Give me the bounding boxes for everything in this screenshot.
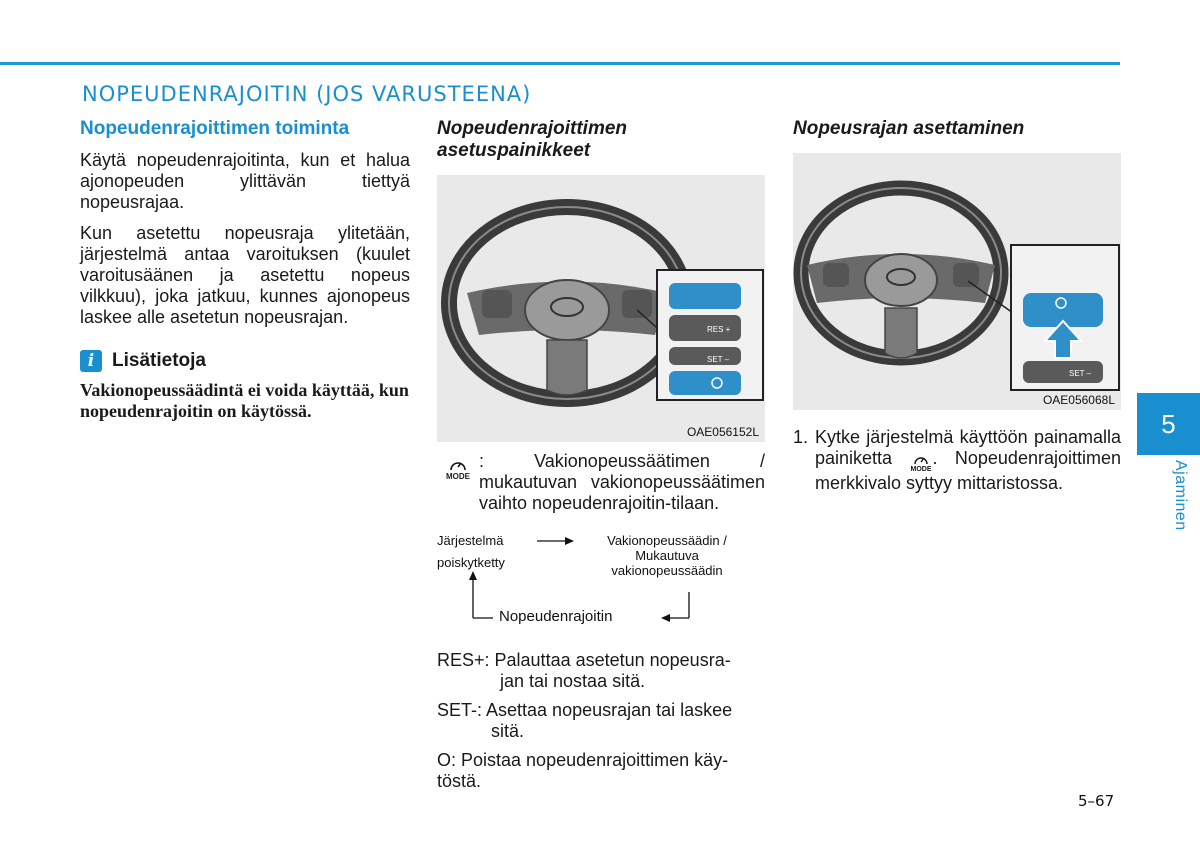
mode-description: : Vakionopeussäätimen / mukautuvan vakionopeussäätimen vaihto nopeudenrajoitin-tilaan. (479, 451, 765, 513)
def-o (437, 750, 765, 792)
def-set-line1: SET-: Asettaa nopeusrajan tai laskee (437, 700, 733, 720)
mode-cycle-diagram (437, 532, 765, 638)
figure-code: OAE056152L (686, 425, 759, 439)
page-number: 5–67 (1078, 792, 1115, 810)
def-o-line2: töstä. (437, 771, 482, 791)
info-text: Vakionopeussäädintä ei voida käyttää, kun nopeudenrajoitin on käytössä. (80, 380, 409, 421)
def-res-line2: jan tai nostaa sitä. (500, 671, 646, 691)
steering-wheel-illustration (437, 175, 765, 442)
def-set (437, 700, 765, 742)
chapter-name: Ajaminen (1172, 460, 1189, 531)
info-label: Lisätietoja (112, 350, 206, 371)
heading-buttons: Nopeudenrajoittimen asetuspainikkeet (437, 118, 628, 161)
step-number: 1. (793, 427, 809, 447)
heading-operation: Nopeudenrajoittimen toiminta (80, 118, 350, 139)
state-off-line1: Järjestelmä (437, 533, 504, 548)
figure-code-2: OAE056068L (1042, 393, 1115, 407)
top-rule (0, 62, 1120, 65)
state-limiter: Nopeudenrajoitin (499, 608, 613, 625)
button-definitions (437, 650, 765, 792)
heading-setting: Nopeusrajan asettaminen (793, 118, 1025, 139)
mode-speedometer-icon (437, 451, 479, 514)
set-button-label-2: SET – (1069, 369, 1092, 378)
step-text-before: Kytke järjestelmä käyttöön painamalla painiketta (815, 427, 1121, 468)
set-button-label: SET – (707, 355, 730, 364)
info-icon: i (80, 350, 102, 372)
steering-wheel-figure-setting (793, 153, 1121, 410)
step-text-after: . Nopeudenrajoittimen merkkivalo syttyy mittaristossa. (815, 448, 1121, 493)
paragraph-1: Käytä nopeudenrajoitinta, kun et halua ajonopeuden ylittävän tiettyä nopeusrajaa. (80, 150, 410, 212)
mode-description-row (437, 451, 765, 514)
column-3 (793, 118, 1121, 494)
steering-wheel-figure-buttons (437, 175, 765, 442)
mode-label: MODE (446, 472, 470, 481)
chapter-tab: 5 (1137, 393, 1200, 455)
state-cc-line3: vakionopeussäädin (611, 563, 723, 578)
column-1 (80, 118, 410, 422)
res-button-label: RES + (707, 325, 731, 334)
steering-wheel-illustration-2 (793, 153, 1121, 410)
column-2 (437, 118, 765, 800)
def-set-line2: sitä. (491, 721, 525, 741)
step-mode-label: MODE (910, 466, 932, 473)
step-text (815, 427, 1121, 494)
def-res-line1: RES+: Palauttaa asetetun nopeusra- (437, 650, 731, 670)
mode-speedometer-icon-inline (910, 454, 931, 473)
section-title: NOPEUDENRAJOITIN (JOS VARUSTEENA) (82, 82, 532, 106)
state-off-line2: poiskytketty (437, 555, 505, 570)
def-o-line1: O: Poistaa nopeudenrajoittimen käy- (437, 750, 729, 770)
info-header (80, 350, 410, 372)
state-cc-line2: Mukautuva (635, 548, 699, 563)
step-1 (793, 427, 1121, 494)
def-res (437, 650, 765, 692)
paragraph-2: Kun asetettu nopeusraja ylitetään, järjestelmä antaa varoituksen (kuulet varoitusäänen ja asetettu nopeus vilkkuu), joka jatkuu, kunnes ajonopeus laskee alle asetetun nopeusrajan. (80, 223, 410, 327)
state-cc-line1: Vakionopeussäädin / (607, 533, 727, 548)
